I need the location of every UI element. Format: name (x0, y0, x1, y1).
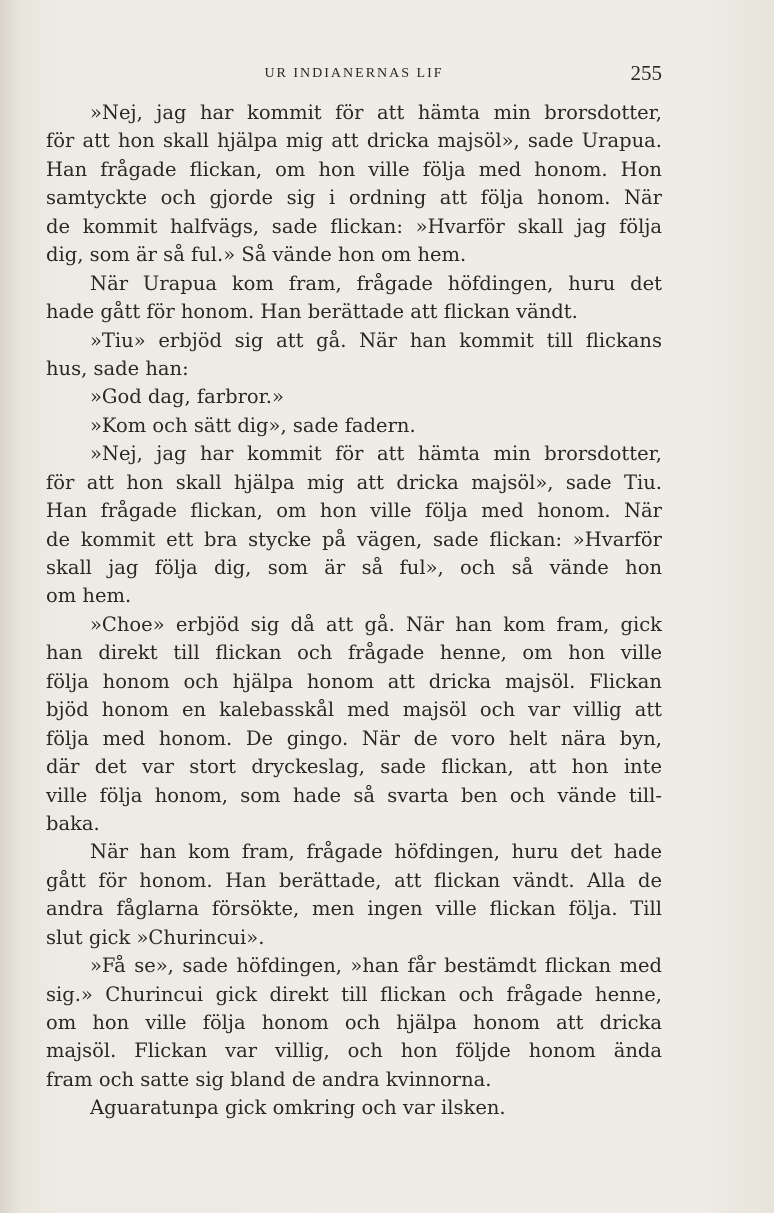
text-line: Aguaratunpa gick omkring och var ilsken. (90, 1096, 506, 1120)
page-header (46, 61, 662, 88)
text-line: ville följa honom, som hade så svarta ben och vände till- (46, 783, 662, 807)
text-line: de kommit halfvägs, sade flickan: »Hvarför skall jag följa (46, 214, 662, 238)
text-line: »God dag, farbror.» (90, 385, 284, 409)
running-title: UR INDIANERNAS LIF (264, 66, 444, 81)
text-line: följa med honom. De gingo. När de voro helt nära byn, (46, 726, 662, 750)
body-text (46, 99, 662, 1123)
text-line: för att hon skall hjälpa mig att dricka majsöl», sade Tiu. (46, 470, 662, 494)
text-line: följa honom och hjälpa honom att dricka majsöl. Flickan (46, 669, 662, 693)
text-line: »Nej, jag har kommit för att hämta min brorsdotter, (90, 101, 662, 124)
text-line: för att hon skall hjälpa mig att dricka majsöl», sade Urapua. (46, 129, 662, 153)
text-line: Han frågade flickan, om hon ville följa med honom. När (46, 499, 662, 523)
text-line: samtyckte och gjorde sig i ordning att följa honom. När (46, 186, 662, 210)
text-line: där det var stort dryckeslag, sade flickan, att hon inte (46, 755, 662, 779)
text-line: hus, sade han: (46, 356, 189, 380)
text-line: om hem. (46, 584, 132, 608)
text-line: Han frågade flickan, om hon ville följa med honom. Hon (46, 157, 662, 181)
text-line: baka. (46, 811, 100, 835)
text-line: dig, som är så ful.» Så vände hon om hem. (46, 243, 467, 267)
page-number: 255 (630, 61, 662, 85)
text-line: När han kom fram, frågade höfdingen, huru det hade (90, 840, 662, 864)
text-line: om hon ville följa honom och hjälpa honom att dricka (46, 1011, 662, 1034)
text-line: När Urapua kom fram, frågade höfdingen, huru det (90, 271, 662, 295)
text-line: de kommit ett bra stycke på vägen, sade flickan: »Hvarför (46, 527, 662, 551)
text-line: »Tiu» erbjöd sig att gå. När han kommit till flickans (90, 328, 662, 352)
text-line: sig.» Churincui gick direkt till flickan och frågade henne, (46, 982, 662, 1006)
text-line: »Choe» erbjöd sig då att gå. När han kom fram, gick (90, 612, 662, 636)
text-line: fram och satte sig bland de andra kvinnorna. (46, 1067, 492, 1091)
text-line: hade gått för honom. Han berättade att flickan vändt. (46, 300, 578, 324)
text-line: majsöl. Flickan var villig, och hon följde honom ända (46, 1039, 662, 1063)
text-line: han direkt till flickan och frågade henne, om hon ville (46, 641, 662, 665)
text-line: »Få se», sade höfdingen, »han får bestämdt flickan med (90, 954, 662, 978)
text-line: andra fåglarna försökte, men ingen ville flickan följa. Till (46, 897, 662, 921)
text-line: »Kom och sätt dig», sade fadern. (90, 413, 416, 437)
text-line: gått för honom. Han berättade, att flickan vändt. Alla de (46, 868, 662, 892)
text-line: slut gick »Churincui». (46, 925, 265, 949)
text-line: skall jag följa dig, som är så ful», och så vände hon (46, 556, 662, 579)
text-line: bjöd honom en kalebasskål med majsöl och var villig att (46, 698, 662, 722)
text-line: »Nej, jag har kommit för att hämta min brorsdotter, (90, 442, 662, 466)
